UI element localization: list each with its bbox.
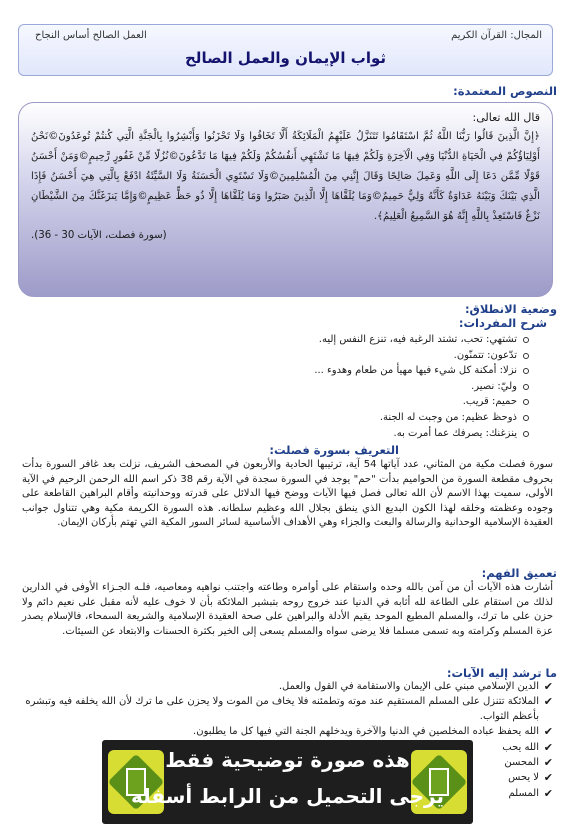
field-label: المجال: القرآن الكريم xyxy=(451,30,542,41)
section-approved-texts: النصوص المعتمدة: xyxy=(453,84,557,98)
list-item: نزلا: أمكنة كل شيء فيها مهيأ من طعام وهدوء ... xyxy=(89,363,529,379)
quran-quote-box xyxy=(18,102,553,297)
circle-bullet-icon xyxy=(523,353,529,359)
section-guidance: ما ترشد إليه الآيات: xyxy=(446,666,557,680)
circle-bullet-icon xyxy=(523,337,529,343)
list-item: ✔ الله يحفظ عباده المخلصين في الدنيا والآخرة ويدخلهم الجنة التي فيها كل ما يطلبون. xyxy=(193,725,553,739)
banner-line-preview: هذه صورة توضيحية فقط xyxy=(165,748,410,772)
list-item: ذوحظ عظيم: من وجبت له الجنة. xyxy=(89,410,529,426)
lesson-header xyxy=(18,24,553,76)
list-item: حميم: قريب. xyxy=(89,394,529,410)
section-start: وضعية الانطلاق: xyxy=(464,302,557,316)
lesson-title: ثواب الإيمان والعمل الصالح xyxy=(185,49,386,67)
unit-label: العمل الصالح أساس النجاح xyxy=(35,30,147,41)
preview-watermark-banner[interactable] xyxy=(102,740,473,824)
list-item: ✔ الله يحب xyxy=(502,740,553,754)
banner-line-download: يرجى التحميل من الرابط أسفله xyxy=(131,784,444,808)
list-item: ✔ المحسن xyxy=(504,756,553,770)
list-item: ✔ الملائكة تتنزل على المسلم المستقيم عند موته وتطمئنه فلا يخاف من الموت ولا يحزن على ما ترك لأن الله يخلفه فيه وتبشره بأعظم الثواب. xyxy=(25,695,553,722)
list-item: وليّ: نصير. xyxy=(89,379,529,395)
check-icon: ✔ xyxy=(543,771,553,785)
deepen-paragraph: أشارت هذه الآيات أن من آمن بالله وحده واستقام على أوامره وطاعته واجتنب نواهيه ومعاصيه، فلـه الجـزاء الأوفى في الدارين لذلك من استقام على الطاعة لله أثابه في الدنيا عند خروج روحه بتبشير الملائكة بأن لا خوف عليه لأنه مقبل على نعيم دائم ولا حزن على ما ترك، والمسلم المطيع الموحد يقيم الأدلة والبراهين على صحة العقيدة الإسلامية والشريعة السمحاء، فالإسلام يصدر عزة المسلم وكرامته وبه تسمى مسلما فلا يرضى سواه والمسلم يسعى إلى الخير بكثرة الحسنات والابتعاد عن السيئات. xyxy=(22,582,553,637)
section-deepen: تعميق الفهم: xyxy=(481,566,557,580)
quote-verses: ﴿إِنَّ الَّذِينَ قَالُوا رَبُّنَا اللَّهُ ثُمَّ اسْتَقَامُوا تَتَنَزَّلُ عَلَيْهِمُ الْمَلَائِكَةُ أَلَّا تَخَافُوا وَلَا تَحْزَنُوا وَأَبْشِرُوا بِالْجَنَّةِ الَّتِي كُنتُمْ تُوعَدُونَ©نَحْنُ أَوْلِيَاؤُكُمْ فِي الْحَيَاةِ الدُّنْيَا وَفِي الْآخِرَةِ وَلَكُمْ فِيهَا مَا تَشْتَهِي أَنفُسُكُمْ وَلَكُمْ فِيهَا مَا تَدَّعُونَ©نُزُلًا مِّنْ غَفُورٍ رَّحِيمٍ©وَمَنْ أَحْسَنُ قَوْلًا مِّمَّن دَعَا إِلَى اللَّهِ وَعَمِلَ صَالِحًا وَقَالَ إِنَّنِي مِنَ الْمُسْلِمِينَ©وَلَا تَسْتَوِي الْحَسَنَةُ وَلَا السَّيِّئَةُ ادْفَعْ بِالَّتِي هِيَ أَحْسَنُ فَإِذَا الَّذِي بَيْنَكَ وَبَيْنَهُ عَدَاوَةٌ كَأَنَّهُ وَلِيٌّ حَمِيمٌ©وَمَا يُلَقَّاهَا إِلَّا الَّذِينَ صَبَرُوا وَمَا يُلَقَّاهَا إِلَّا ذُو حَظٍّ عَظِيمٍ©وَإِمَّا يَنزَغَنَّكَ مِنَ الشَّيْطَانِ نَزْغٌ فَاسْتَعِذْ بِاللَّهِ إِنَّهُ هُوَ السَّمِيعُ الْعَلِيمُ﴾. xyxy=(31,131,540,222)
list-item: تشتهي: تحب، تشتد الرغبة فيه، تنزع النفس إليه. xyxy=(89,332,529,348)
circle-bullet-icon xyxy=(523,368,529,374)
check-icon: ✔ xyxy=(543,756,553,770)
lesson-page xyxy=(6,6,569,823)
list-item: ينزغنك: يصرفك عما أمرت به. xyxy=(89,426,529,442)
check-icon: ✔ xyxy=(543,725,553,739)
section-surah-intro: التعريف بسورة فصلت: xyxy=(269,443,399,457)
list-item: ✔ المسلم xyxy=(508,786,553,800)
surah-intro-paragraph: سورة فصلت مكية من المثاني، عدد آياتها 54 آية، ترتيبها الحادية والأربعون في المصحف الشريف، نزلت بعد غافر السورة بدأت بحروف مقطعة السورة من الحواميم بدأت "حم" يوجد في السورة سجدة في الآية رقم 38 ذكر اسم الله الرحمن الرحيم في الآية الأولى، سميت بهذا الاسم لأن الله تعالى فصل فيها الآيات ووضح فيها الدلائل على قدرته ووحدانيته وأقام البراهين القاطعة على وجوده وعظمته وخلقه لهذا الكون البديع الذي ينطق بجلال الله وعظيم سلطانه. هذه السورة الكريمة مكية وهي تتناول جوانب العقيدة الإسلامية الوحدانية والرسالة والبعث والجزاء وهي الأهداف الأساسية لسائر السور المكية التي تهتم بأركان الإيمان. xyxy=(22,459,554,529)
circle-bullet-icon xyxy=(523,384,529,390)
list-item: ✔ لا يحس xyxy=(508,771,553,785)
circle-bullet-icon xyxy=(523,399,529,405)
quote-intro: قال الله تعالى: xyxy=(472,111,540,124)
check-icon: ✔ xyxy=(543,695,553,709)
check-icon: ✔ xyxy=(543,680,553,693)
list-item: تدّعون: تتمنّون. xyxy=(89,348,529,364)
check-icon: ✔ xyxy=(543,740,553,754)
list-item: ✔ الدين الإسلامي مبني على الإيمان والاستقامة في القول والعمل. xyxy=(278,680,553,693)
check-icon: ✔ xyxy=(543,786,553,800)
vocab-list xyxy=(89,332,529,441)
circle-bullet-icon xyxy=(523,431,529,437)
section-vocab: شرح المفردات: xyxy=(458,316,547,330)
quote-reference: (سورة فصلت، الآيات 30 - 36). xyxy=(31,230,167,241)
circle-bullet-icon xyxy=(523,415,529,421)
